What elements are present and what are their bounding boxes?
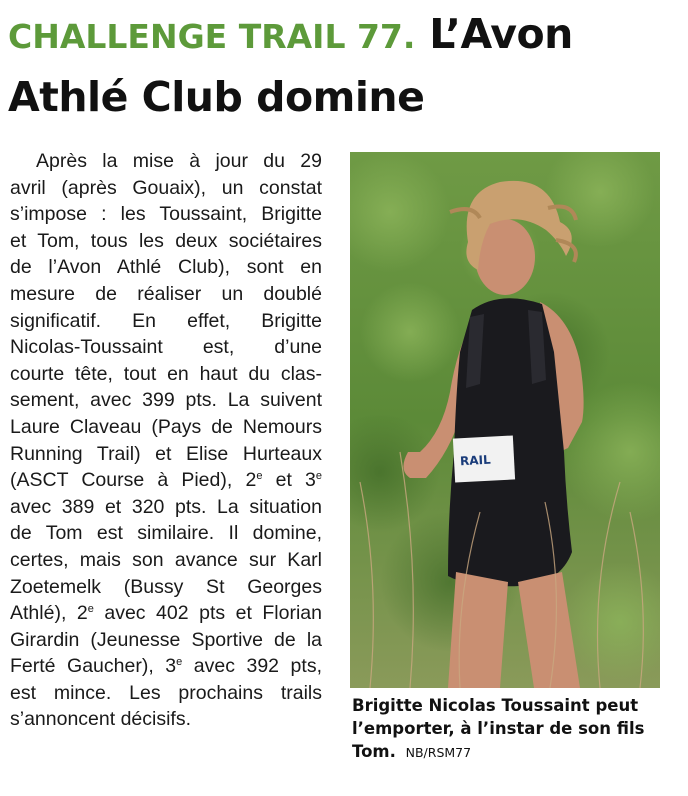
article-line-text: Ferté Gaucher), 3 bbox=[10, 655, 177, 678]
article-line: Girardin (Jeunesse Sportive de la bbox=[10, 628, 322, 651]
article-body bbox=[10, 148, 322, 733]
runner-photo bbox=[350, 152, 660, 688]
article-line: courte tête, tout en haut du clas- bbox=[10, 362, 322, 385]
article-line: mesure de réaliser un doublé bbox=[10, 282, 322, 305]
article-line: de Tom est similaire. Il domine, bbox=[10, 522, 322, 545]
article-line: significatif. En effet, Brigitte bbox=[10, 309, 322, 332]
photo-caption bbox=[352, 694, 670, 764]
headline-title-part1: L’Avon bbox=[429, 10, 573, 58]
headline-title-part2: Athlé Club domine bbox=[8, 73, 425, 121]
article-line-text: avec 402 pts et Florian bbox=[93, 602, 322, 625]
caption-text: Brigitte Nicolas Toussaint peut l’emporter, à l’instar de son fils Tom. bbox=[352, 696, 645, 761]
article-line-text: (ASCT Course à Pied), 2 bbox=[10, 469, 257, 492]
article-line: de l’Avon Athlé Club), sont en bbox=[10, 256, 322, 279]
article-line: et Tom, tous les deux sociétaires bbox=[10, 229, 322, 252]
runner-illustration bbox=[350, 152, 660, 688]
photo-credit: NB/RSM77 bbox=[405, 745, 472, 760]
article-line: s’annoncent décisifs. bbox=[10, 708, 192, 731]
ordinal-suffix: e bbox=[176, 656, 183, 669]
ordinal-suffix: e bbox=[87, 603, 94, 616]
article-line bbox=[10, 467, 322, 494]
headline bbox=[8, 4, 680, 127]
article-line: s’impose : les Toussaint, Brigitte bbox=[10, 203, 322, 226]
article-line: est mince. Les prochains trails bbox=[10, 681, 322, 704]
article-line: Laure Claveau (Pays de Nemours bbox=[10, 415, 322, 438]
article-line: avec 389 et 320 pts. La situation bbox=[10, 495, 322, 518]
article-line: Running Trail) et Elise Hurteaux bbox=[10, 442, 322, 465]
article-line-text: et 3 bbox=[262, 469, 316, 492]
article-line: avril (après Gouaix), un constat bbox=[10, 176, 322, 199]
ordinal-suffix: e bbox=[256, 470, 263, 483]
article-line: Zoetemelk (Bussy St Georges bbox=[10, 575, 322, 598]
article-line: sement, avec 399 pts. La suivent bbox=[10, 389, 322, 412]
article-line: Nicolas-Toussaint est, d’une bbox=[10, 336, 322, 359]
article-line-text: Athlé), 2 bbox=[10, 602, 88, 625]
race-bib-text: RAIL bbox=[459, 452, 492, 469]
article-line bbox=[10, 653, 322, 680]
article-line-text: avec 392 pts, bbox=[182, 655, 322, 678]
article-line bbox=[10, 600, 322, 627]
headline-kicker: CHALLENGE TRAIL 77. bbox=[8, 17, 416, 56]
ordinal-suffix: e bbox=[315, 470, 323, 483]
article-line: certes, mais son avance sur Karl bbox=[10, 548, 322, 571]
article-line: Après la mise à jour du 29 bbox=[36, 150, 322, 172]
